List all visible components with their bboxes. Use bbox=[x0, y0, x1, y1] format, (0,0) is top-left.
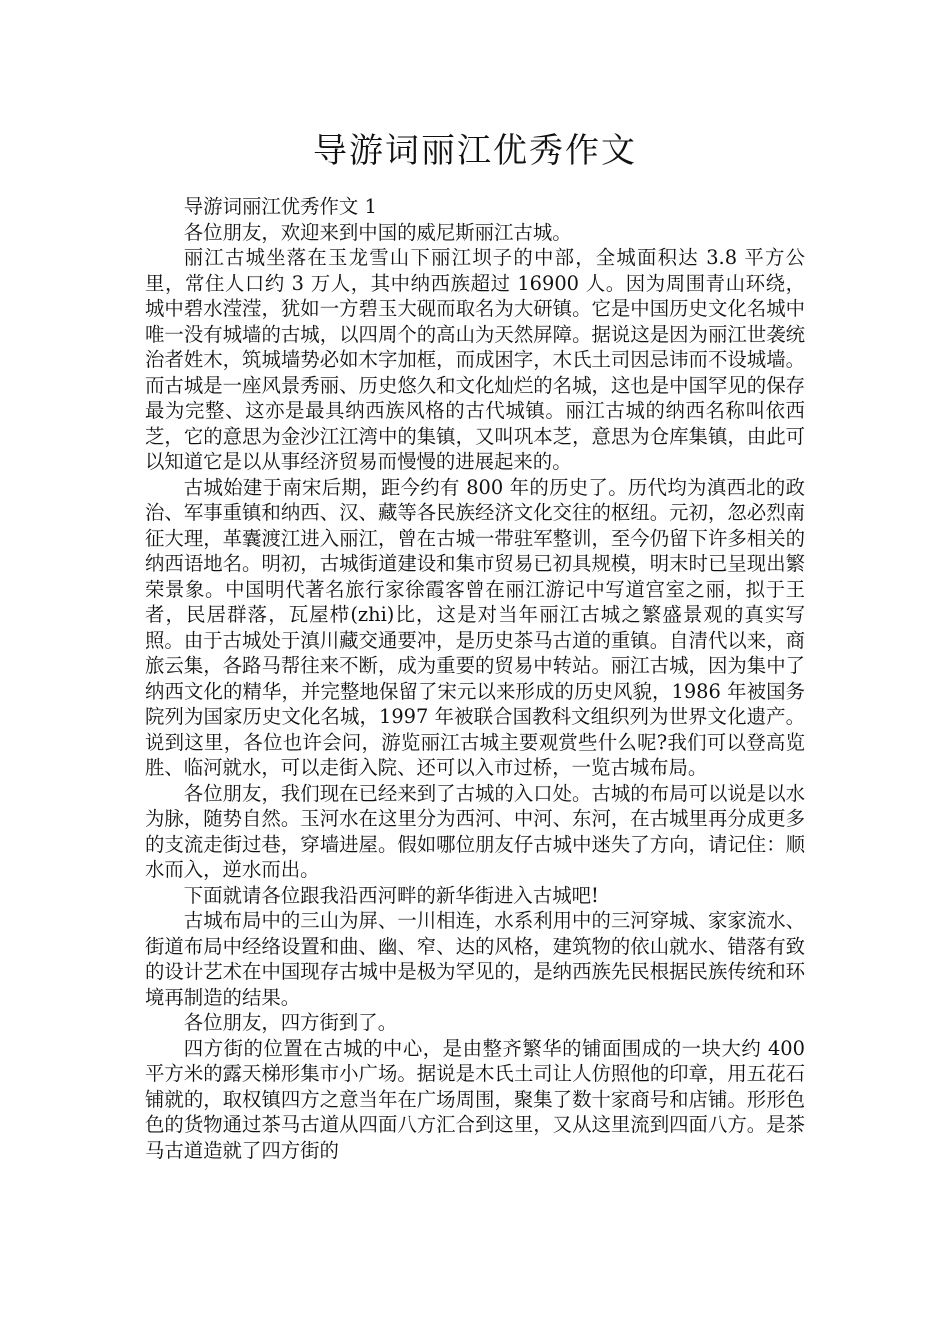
paragraph: 各位朋友，欢迎来到中国的威尼斯丽江古城。 bbox=[183, 220, 572, 244]
document-title: 导游词丽江优秀作文 bbox=[313, 131, 637, 171]
paragraph-heading: 导游词丽江优秀作文 1 bbox=[183, 195, 377, 218]
paragraph: 四方街的位置在古城的中心，是由整齐繁华的铺面围成的一块大约 400 平方米的露天梯形集市小广场。据说是木氏土司让人仿照他的印章，用五花石铺就的，取权镇四方之意当年在广场周围，聚集了数十家商号和店铺。形形色色的货物通过茶马古道从四面八方汇合到这里，又从这里流到四面八方。是茶马古道造就了四方街的 bbox=[145, 1036, 805, 1162]
paragraph: 丽江古城坐落在玉龙雪山下丽江坝子的中部，全城面积达 3.8 平方公里，常住人口约 3 万人，其中纳西族超过 16900 人。因为周围青山环绕，城中碧水滢滢，犹如一方碧玉大砚而取名为大研镇。它是中国历史文化名城中唯一没有城墙的古城，以四周个的高山为天然屏障。据说这是因为丽江世袭统治者姓木，筑城墙势必如木字加框，而成困字，木氏土司因忌讳而不设城墙。而古城是一座风景秀丽、历史悠久和文化灿烂的名城，这也是中国罕见的保存最为完整、这亦是最具纳西族风格的古代城镇。丽江古城的纳西名称叫依西芝，它的意思为金沙江江湾中的集镇，又叫巩本芝，意思为仓库集镇，由此可以知道它是以从事经济贸易而慢慢的进展起来的。 bbox=[145, 246, 805, 473]
document-body bbox=[145, 194, 805, 1163]
paragraph: 下面就请各位跟我沿西河畔的新华街进入古城吧! bbox=[183, 883, 599, 907]
document-page bbox=[145, 128, 805, 1163]
paragraph: 各位朋友，四方街到了。 bbox=[183, 1011, 398, 1034]
paragraph: 古城布局中的三山为屏、一川相连，水系利用中的三河穿城、家家流水、街道布局中经络设置和曲、幽、窄、达的风格，建筑物的依山就水、错落有致的设计艺术在中国现存古城中是极为罕见的，是纳西族先民根据民族传统和环境再制造的结果。 bbox=[145, 909, 805, 1009]
paragraph: 古城始建于南宋后期，距今约有 800 年的历史了。历代均为滇西北的政治、军事重镇和纳西、汉、藏等各民族经济文化交往的枢纽。元初，忽必烈南征大理，革囊渡江进入丽江，曾在古城一带驻军整训，至今仍留下许多相关的纳西语地名。明初，古城街道建设和集市贸易已初具规模，明末时已呈现出繁荣景象。中国明代著名旅行家徐霞客曾在丽江游记中写道宫室之丽，拟于王者，民居群落，瓦屋栉(zhi)比，这是对当年丽江古城之繁盛景观的真实写照。由于古城处于滇川藏交通要冲，是历史茶马古道的重镇。自清代以来，商旅云集，各路马帮往来不断，成为重要的贸易中转站。丽江古城，因为集中了纳西文化的精华，并完整地保留了宋元以来形成的历史风貌，1986 年被国务院列为国家历史文化名城，1997 年被联合国教科文组织列为世界文化遗产。说到这里，各位也许会问，游览丽江古城主要观赏些什么呢?我们可以登高览胜、临河就水，可以走街入院、还可以入市过桥，一览古城布局。 bbox=[145, 475, 805, 779]
paragraph: 各位朋友，我们现在已经来到了古城的入口处。古城的布局可以说是以水为脉，随势自然。玉河水在这里分为西河、中河、东河，在古城里再分成更多的支流走街过巷，穿墙进屋。假如哪位朋友仔古城中迷失了方向，请记住：顺水而入，逆水而出。 bbox=[145, 781, 805, 881]
